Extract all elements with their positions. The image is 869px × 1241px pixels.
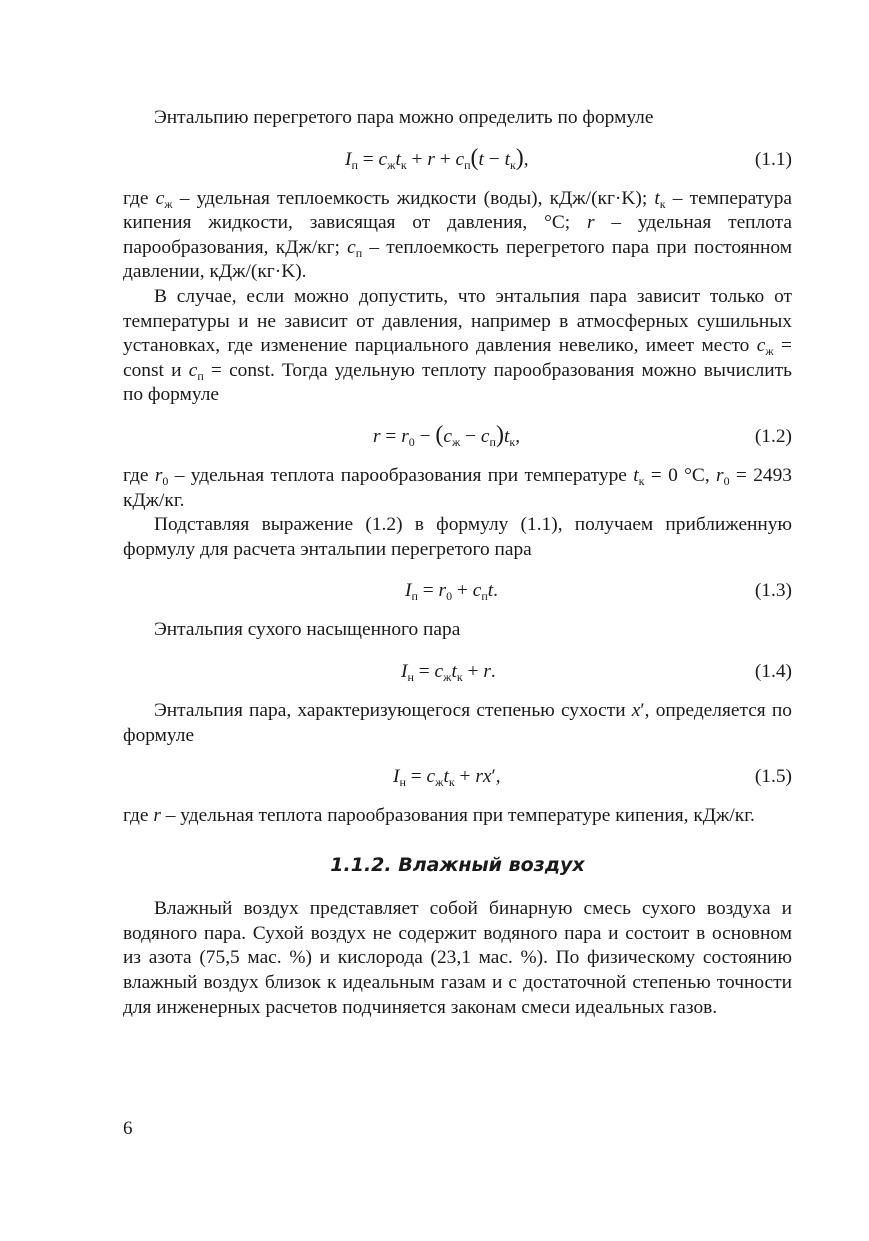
- equation-1-4: [123, 657, 792, 687]
- equation-1-1: [123, 145, 792, 175]
- section-heading: 1.1.2. Влажный воздух: [330, 853, 585, 876]
- paragraph: Энтальпия пара, характеризующегося степенью сухости x′, определяется по формуле: [123, 699, 792, 746]
- paragraph: В случае, если можно допустить, что энтальпия пара зависит только от температуры и не зависит от давления, например в атмосферных сушильных установках, где изменение парциального давления невелико, имеет место $c_ж$ = const и $c_п$ = const. Тогда удельную теплоту парообразования можно вычислить по формуле: [123, 285, 792, 406]
- equation-1-2: [123, 422, 792, 452]
- paragraph: где r – удельная теплота парообразования при температуре кипения, кДж/кг.: [123, 805, 755, 827]
- equation-number: (1.5): [754, 766, 792, 788]
- paragraph: где $r_0$ – удельная теплота парообразования при температуре $t_к = 0$ °C, $r_0 = 2493$ кДж/кг.: [123, 464, 792, 511]
- paragraph: Подставляя выражение (1.2) в формулу (1.1), получаем приближенную формулу для расчета энтальпии перегретого пара: [123, 514, 792, 560]
- equation-1-5: [123, 762, 792, 792]
- formula: $I_п = r_0 + c_пt$.: [405, 580, 498, 604]
- page-number: 6: [123, 1118, 133, 1139]
- equation-number: (1.4): [754, 660, 792, 682]
- equation-number: (1.2): [754, 425, 792, 447]
- equation-number: (1.3): [754, 580, 792, 602]
- paragraph: Энтальпию перегретого пара можно определить по формуле: [154, 107, 654, 128]
- paragraph: Энтальпия сухого насыщенного пара: [154, 619, 461, 641]
- paragraph: Влажный воздух представляет собой бинарную смесь сухого воздуха и водяного пара. Сухой воздух не содержит водяного пара и состоит в основном из азота (75,5 мас. %) и кислорода (23,1 мас. %). По физическому состоянию влажный воздух близок к идеальным газам и с достаточной степенью точности для инженерных расчетов подчиняется законам смеси идеальных газов.: [123, 898, 792, 1018]
- paragraph: где $c_ж$ – удельная теплоемкость жидкости (воды), кДж/(кг·K); $t_к$ – температура кипения жидкости, зависящая от давления, °C; r – удельная теплота парообразования, кДж/кг; $c_п$ – теплоемкость перегретого пара при постоянном давлении, кДж/(кг·K).: [123, 187, 792, 283]
- formula: $I_н = c_жt_к + r$.: [401, 660, 496, 684]
- formula: $r = r_0 - (c_ж - c_п)t_к$,: [373, 421, 521, 449]
- formula: $I_н = c_жt_к + rx'$,: [393, 766, 501, 790]
- formula: $I_п = c_жt_к + r + c_п(t - t_к)$,: [345, 144, 529, 172]
- equation-1-3: [123, 576, 792, 606]
- equation-number: (1.1): [754, 148, 792, 170]
- page-body: [123, 106, 792, 1020]
